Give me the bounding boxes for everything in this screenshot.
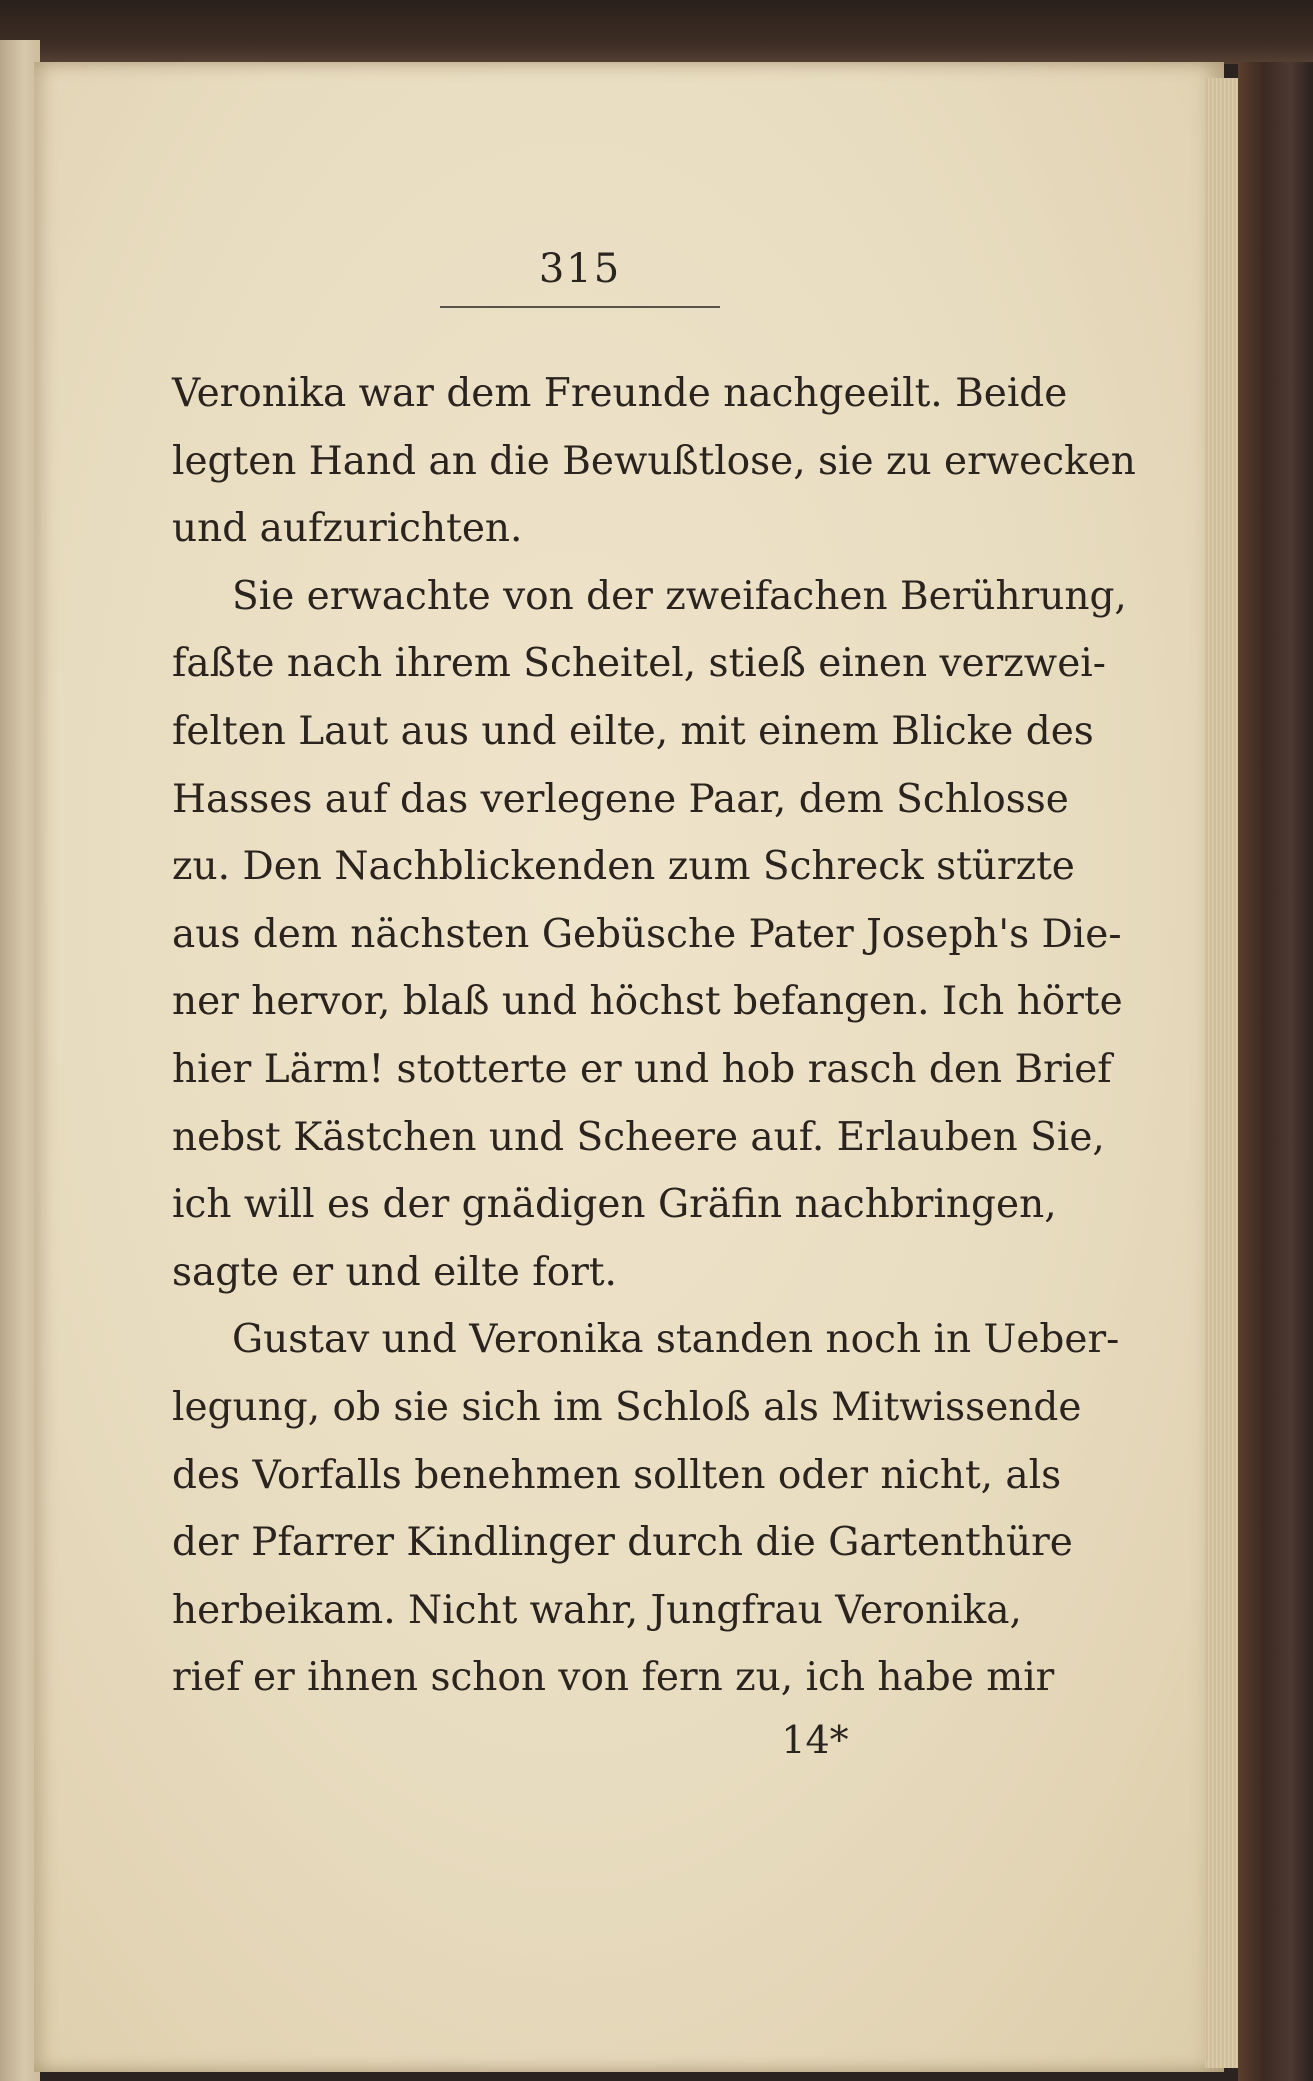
book-cover-top bbox=[0, 0, 1313, 64]
text-line: und aufzurichten. bbox=[172, 506, 523, 552]
text-line: sagte er und eilte fort. bbox=[172, 1249, 617, 1295]
text-line: Hasses auf das verlegene Paar, dem Schlosse bbox=[172, 776, 1069, 822]
text-line: Sie erwachte von der zweifachen Berührung, bbox=[232, 573, 1127, 619]
book-cover-right bbox=[1238, 62, 1313, 2081]
printer-signature: 14* bbox=[781, 1718, 849, 1762]
text-line: felten Laut aus und eilte, mit einem Blicke des bbox=[172, 708, 1094, 754]
header-rule bbox=[440, 306, 720, 308]
text-line: legten Hand an die Bewußtlose, sie zu erwecken bbox=[172, 438, 1136, 484]
text-line: nebst Kästchen und Scheere auf. Erlauben Sie, bbox=[172, 1114, 1105, 1160]
text-line: zu. Den Nachblickenden zum Schreck stürzte bbox=[172, 844, 1075, 890]
text-line: des Vorfalls benehmen sollten oder nicht, als bbox=[172, 1452, 1062, 1498]
text-line: Veronika war dem Freunde nachgeeilt. Beide bbox=[172, 371, 1068, 416]
text-line: herbeikam. Nicht wahr, Jungfrau Veronika, bbox=[172, 1587, 1022, 1633]
text-line: der Pfarrer Kindlinger durch die Gartenthüre bbox=[172, 1520, 1073, 1566]
page-stack-edge bbox=[1205, 78, 1241, 2068]
body-text bbox=[172, 360, 1136, 1712]
text-line: ich will es der gnädigen Gräfin nachbringen, bbox=[172, 1182, 1057, 1228]
page-number: 315 bbox=[538, 246, 622, 292]
text-line: rief er ihnen schon von fern zu, ich habe mir bbox=[172, 1655, 1055, 1701]
text-line: hier Lärm! stotterte er und hob rasch den Brief bbox=[172, 1046, 1112, 1092]
text-line: Gustav und Veronika standen noch in Ueber- bbox=[232, 1317, 1120, 1363]
text-line: aus dem nächsten Gebüsche Pater Joseph's Die- bbox=[172, 911, 1122, 957]
text-line: legung, ob sie sich im Schloß als Mitwissende bbox=[172, 1384, 1082, 1430]
text-line: ner hervor, blaß und höchst befangen. Ich hörte bbox=[172, 979, 1123, 1025]
text-line: faßte nach ihrem Scheitel, stieß einen verzwei- bbox=[172, 641, 1106, 687]
